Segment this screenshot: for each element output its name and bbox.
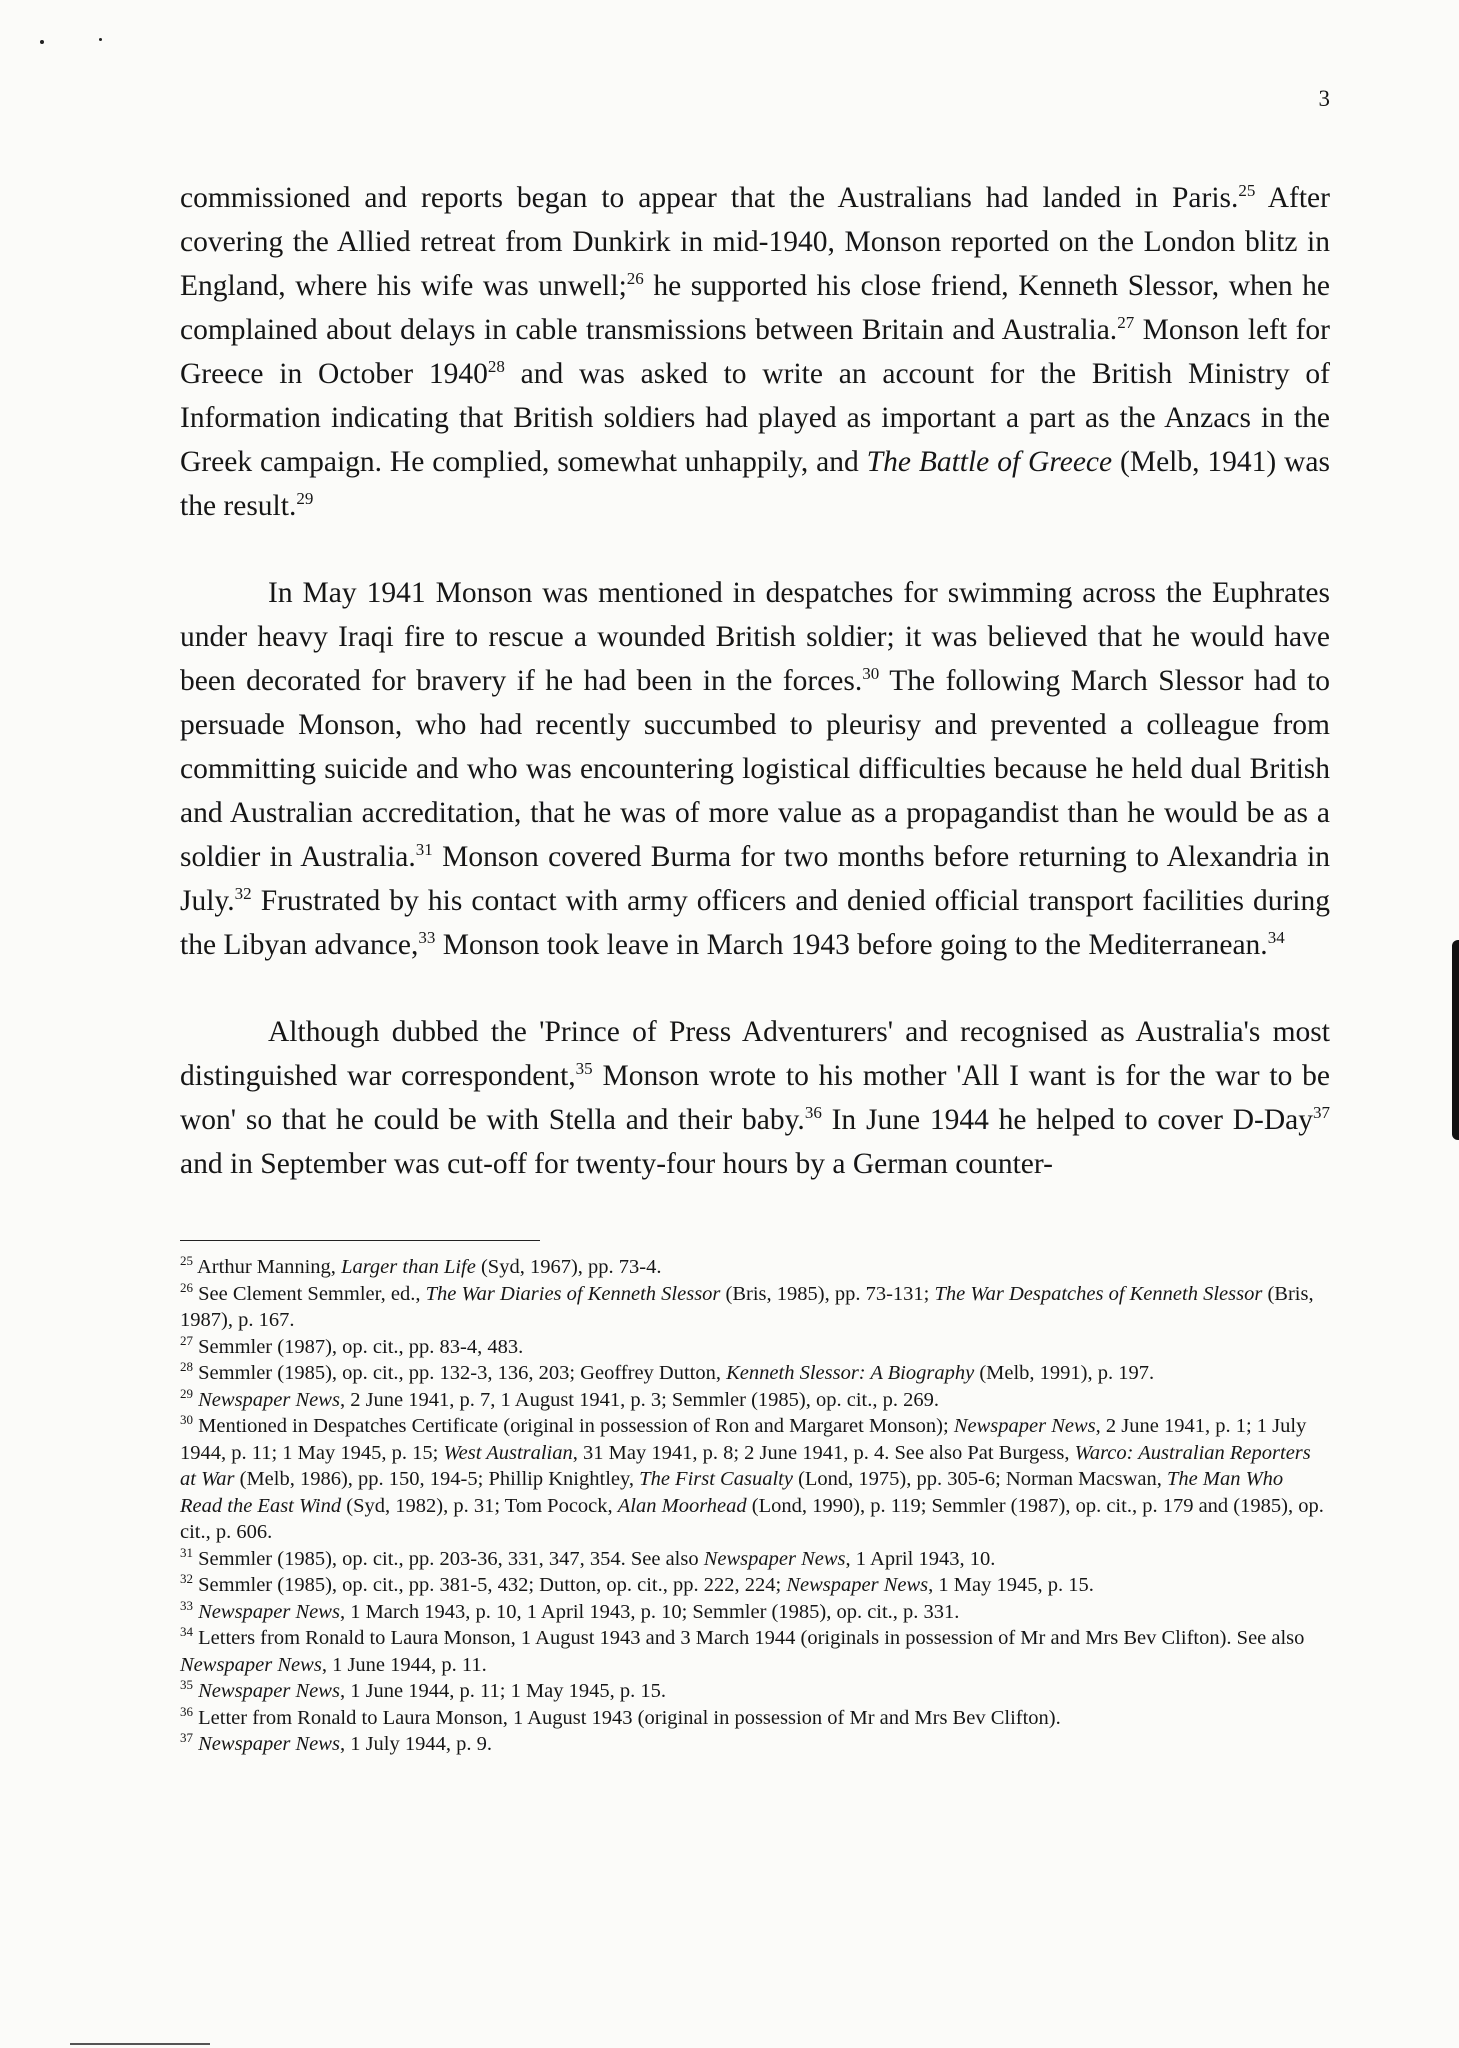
italic-title: Warco: Australian Reporters at War [180, 1441, 1311, 1490]
footnote-ref: 32 [234, 884, 252, 903]
scan-edge-shadow [1452, 940, 1459, 1140]
text-run: (Lond, 1990), p. 119; Semmler (1987), op. cit., p. 179 and (1985), op. cit., p. 606. [180, 1494, 1324, 1543]
italic-title: Alan Moorhead [617, 1494, 747, 1517]
footnote [180, 1254, 1330, 1281]
footnote [180, 1413, 1330, 1546]
text-run: , 1 June 1944, p. 11; 1 May 1945, p. 15. [339, 1680, 667, 1702]
scan-speck [99, 38, 102, 41]
footnote [180, 1360, 1330, 1387]
text-run: (Bris, 1987), p. 167. [180, 1282, 1314, 1331]
italic-title: The Battle of Greece [866, 446, 1113, 478]
footnote [180, 1572, 1330, 1599]
text-run: , 31 May 1941, p. 8; 2 June 1941, p. 4. See also Pat Burgess, [572, 1441, 1075, 1464]
footnote-number: 33 [180, 1597, 193, 1613]
text-run: , 1 March 1943, p. 10, 1 April 1943, p. 10; Semmler (1985), op. cit., p. 331. [339, 1600, 960, 1623]
footnote [180, 1546, 1330, 1573]
text-run: After covering the Allied retreat from Dunkirk in mid-1940, Monson reported on the London blitz in England, where his wife was unwell; [180, 182, 1330, 302]
text-run: and was asked to write an account for the British Ministry of Information indicating that British soldiers had played as important a part as the Anzacs in the Greek campaign. He complied, somewhat unhappily, and [180, 358, 1330, 478]
footnote [180, 1678, 1330, 1705]
text-run: Letter from Ronald to Laura Monson, 1 August 1943 (original in possession of Mr and Mrs Bev Clifton). [198, 1706, 1061, 1729]
text-run: (Melb, 1991), p. 197. [974, 1362, 1155, 1384]
italic-title: The War Diaries of Kenneth Slessor [425, 1282, 721, 1305]
paragraph [180, 1010, 1330, 1186]
text-run: and in September was cut-off for twenty-four hours by a German counter- [180, 1148, 1053, 1180]
text-run: , 2 June 1941, p. 1; 1 July 1944, p. 11; 1 May 1945, p. 15; [180, 1415, 1307, 1464]
text-run: (Syd, 1982), p. 31; Tom Pocock, [341, 1494, 618, 1517]
text-run: (Lond, 1975), pp. 305-6; Norman Macswan, [792, 1468, 1167, 1490]
footnote [180, 1731, 1330, 1758]
footnote-ref: 35 [575, 1059, 593, 1078]
text-run: Letters from Ronald to Laura Monson, 1 August 1943 and 3 March 1944 (originals in possession of Mr and Mrs Bev Clifton). See also [198, 1627, 1305, 1649]
italic-title: Newspaper News [786, 1574, 929, 1596]
footnote-number: 25 [180, 1253, 193, 1268]
footnote-ref: 33 [418, 928, 436, 947]
footnote [180, 1625, 1330, 1678]
footnote-ref: 26 [626, 269, 644, 288]
italic-title: Larger than Life [341, 1256, 476, 1278]
footnote [180, 1599, 1330, 1626]
footnote-ref: 36 [804, 1103, 822, 1122]
text-run: Monson covered Burma for two months before returning to Alexandria in July. [180, 841, 1330, 917]
italic-title: Newspaper News [180, 1653, 322, 1676]
footnote-ref: 29 [296, 489, 314, 508]
footnote-ref: 27 [1117, 313, 1135, 332]
text-run: Arthur Manning, [197, 1256, 342, 1278]
footnote-ref: 37 [1313, 1103, 1330, 1122]
footnote-ref: 31 [415, 840, 433, 859]
italic-title: Newspaper News [703, 1547, 846, 1570]
text-run: Although dubbed the 'Prince of Press Adventurers' and recognised as Australia's most distinguished war correspondent, [180, 1016, 1330, 1092]
body-text [180, 176, 1330, 1186]
footnote [180, 1705, 1330, 1732]
footnote-number: 34 [180, 1624, 193, 1639]
italic-title: West Australian [443, 1441, 573, 1464]
italic-title: The First Casualty [639, 1468, 793, 1490]
text-run: (Bris, 1985), pp. 73-131; [720, 1282, 935, 1305]
text-run: , 1 May 1945, p. 15. [928, 1574, 1094, 1596]
footnote-ref: 30 [862, 664, 880, 683]
text-run: (Syd, 1967), pp. 73-4. [475, 1256, 662, 1278]
footnote-rule [180, 1240, 540, 1241]
text-run: Semmler (1985), op. cit., pp. 381-5, 432; Dutton, op. cit., pp. 222, 224; [198, 1574, 787, 1596]
footnote-number: 27 [180, 1332, 193, 1348]
scan-speck [40, 40, 44, 44]
text-run: See Clement Semmler, ed., [198, 1282, 426, 1305]
italic-title: The War Despatches of Kenneth Slessor [934, 1282, 1263, 1305]
footnote-number: 37 [180, 1730, 193, 1745]
paragraph [180, 176, 1330, 528]
italic-title: Newspaper News [953, 1415, 1096, 1437]
footnote-ref: 28 [487, 357, 505, 376]
text-run: Semmler (1985), op. cit., pp. 132-3, 136, 203; Geoffrey Dutton, [198, 1362, 727, 1384]
text-run: , 1 July 1944, p. 9. [339, 1733, 492, 1755]
italic-title: Newspaper News [198, 1733, 340, 1755]
text-run: Monson left for Greece in October 1940 [180, 314, 1330, 390]
text-run: commissioned and reports began to appear that the Australians had landed in Paris. [180, 182, 1239, 214]
footnote [180, 1387, 1330, 1414]
text-run: In May 1941 Monson was mentioned in despatches for swimming across the Euphrates under heavy Iraqi fire to rescue a wounded British soldier; it was believed that he would have been decorated for bravery if he had been in the forces. [180, 577, 1330, 697]
text-run: , 1 April 1943, 10. [845, 1547, 996, 1570]
footnote-number: 28 [180, 1359, 193, 1374]
text-run: Mentioned in Despatches Certificate (original in possession of Ron and Margaret Monson); [198, 1415, 954, 1437]
text-run: Semmler (1985), op. cit., pp. 203-36, 331, 347, 354. See also [198, 1547, 704, 1570]
text-run: , 2 June 1941, p. 7, 1 August 1941, p. 3; Semmler (1985), op. cit., p. 269. [339, 1388, 939, 1411]
text-run: (Melb, 1941) was the result. [180, 446, 1331, 522]
footnote-number: 35 [180, 1677, 193, 1692]
footnote-number: 31 [180, 1544, 193, 1560]
italic-title: The Man Who Read the East Wind [180, 1468, 1284, 1517]
text-run: , 1 June 1944, p. 11. [321, 1653, 487, 1676]
footnote-number: 36 [180, 1703, 193, 1719]
footnote-ref: 34 [1267, 928, 1285, 947]
italic-title: Newspaper News [198, 1600, 340, 1623]
footnote-number: 30 [180, 1412, 193, 1427]
text-run: Semmler (1987), op. cit., pp. 83-4, 483. [198, 1335, 524, 1358]
paragraph [180, 571, 1330, 967]
footnote-list [180, 1254, 1330, 1758]
footnote-ref: 25 [1238, 181, 1256, 200]
text-run: Monson took leave in March 1943 before going to the Mediterranean. [435, 929, 1268, 961]
footnote [180, 1281, 1330, 1334]
text-run: he supported his close friend, Kenneth Slessor, when he complained about delays in cable transmissions between Britain and Australia. [180, 270, 1330, 346]
footnote [180, 1334, 1330, 1361]
footnote-number: 29 [180, 1385, 193, 1401]
page-number: 3 [1318, 86, 1330, 111]
italic-title: Newspaper News [198, 1680, 340, 1702]
scan-bottom-line [70, 2043, 210, 2045]
italic-title: Newspaper News [198, 1388, 340, 1411]
italic-title: Kenneth Slessor: A Biography [726, 1362, 975, 1384]
text-run: The following March Slessor had to persuade Monson, who had recently succumbed to pleurisy and prevented a colleague from committing suicide and who was encountering logistical difficulties because he held dual British and Australian accreditation, that he was of more value as a propagandist than he would be as a soldier in Australia. [180, 665, 1330, 873]
text-run: Monson wrote to his mother 'All I want is for the war to be won' so that he could be with Stella and their baby. [180, 1060, 1330, 1136]
text-run: (Melb, 1986), pp. 150, 194-5; Phillip Knightley, [234, 1468, 640, 1490]
text-run: Frustrated by his contact with army officers and denied official transport facilities during the Libyan advance, [180, 885, 1330, 961]
footnote-number: 26 [180, 1279, 193, 1295]
footnote-number: 32 [180, 1571, 193, 1586]
text-run: In June 1944 he helped to cover D-Day [821, 1104, 1313, 1136]
